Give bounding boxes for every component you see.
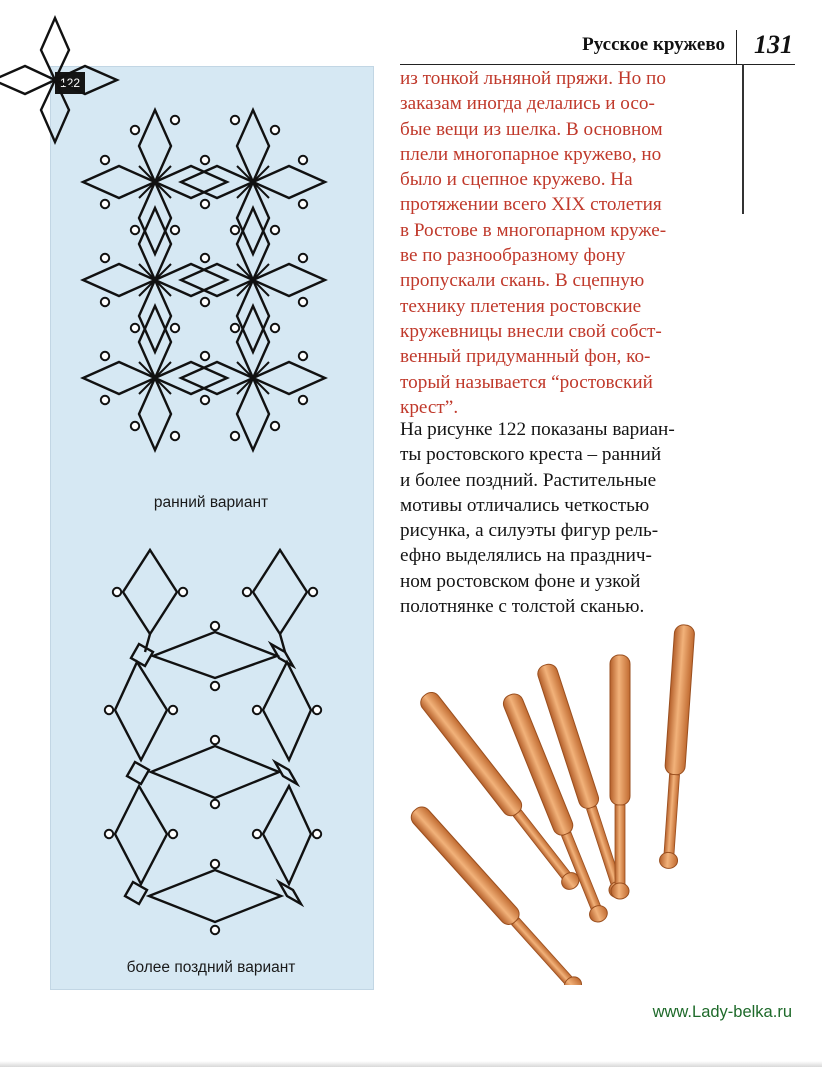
- text-line: плели многопарное кружево, но: [400, 143, 662, 165]
- star-4: [181, 208, 325, 352]
- running-title: Русское кружево: [582, 34, 725, 55]
- text-line: ном ростовском фоне и узкой: [400, 570, 641, 592]
- text-line: ве по разнообразному фону: [400, 245, 626, 267]
- text-black-paragraph: [400, 417, 740, 619]
- text-red-paragraph: [400, 66, 740, 420]
- text-line: кружевницы внесли свой собст-: [400, 320, 662, 342]
- lace-bobbins-image: [395, 615, 715, 985]
- picot-dots: [101, 116, 307, 440]
- margin-rule: [742, 64, 744, 214]
- text-line: пропускали скань. В сцепную: [400, 270, 645, 292]
- caption-late-variant: более поздний вариант: [126, 959, 296, 976]
- bobbin-6: [658, 624, 695, 869]
- star-6: [181, 306, 325, 450]
- page-header: [400, 30, 795, 65]
- text-line: из тонкой льняной пряжи. Но по: [400, 68, 666, 89]
- text-line: было и сцепное кружево. На: [400, 169, 633, 191]
- lace-pattern-late: [95, 540, 330, 940]
- page-edge: [0, 1061, 822, 1067]
- text-line: ефно выделялись на празднич-: [400, 545, 652, 567]
- text-line: крест”.: [400, 396, 459, 418]
- text-line: бые вещи из шелка. В основном: [400, 118, 663, 140]
- text-line: технику плетения ростовские: [400, 295, 642, 317]
- text-line: мотивы отличались четкостью: [400, 494, 650, 516]
- text-line: в Ростове в многопарном круже-: [400, 219, 667, 241]
- text-line: и более поздний. Растительные: [400, 469, 657, 491]
- text-line: протяжении всего XIX столетия: [400, 194, 662, 216]
- header-divider: [736, 30, 738, 64]
- watermark-url: www.Lady-belka.ru: [652, 1003, 792, 1021]
- caption-early-variant: ранний вариант: [153, 494, 269, 511]
- star-5: [83, 306, 227, 450]
- text-line: торый называется “ростовский: [400, 371, 653, 393]
- text-line: заказам иногда делались и осо-: [400, 93, 655, 115]
- text-line: венный придуманный фон, ко-: [400, 346, 651, 368]
- page-number: 131: [754, 30, 793, 59]
- star-2: [181, 110, 325, 254]
- text-line: На рисунке 122 показаны вариан-: [400, 419, 675, 440]
- lace-pattern-early-grid: [55, 80, 365, 480]
- star-3: [83, 208, 227, 352]
- star-1: [83, 110, 227, 254]
- text-line: полотнянке с толстой сканью.: [400, 596, 645, 618]
- text-line: ты ростовского креста – ранний: [400, 444, 662, 466]
- text-line: рисунка, а силуэты фигур рель-: [400, 520, 659, 542]
- figure-number: 122: [55, 72, 85, 94]
